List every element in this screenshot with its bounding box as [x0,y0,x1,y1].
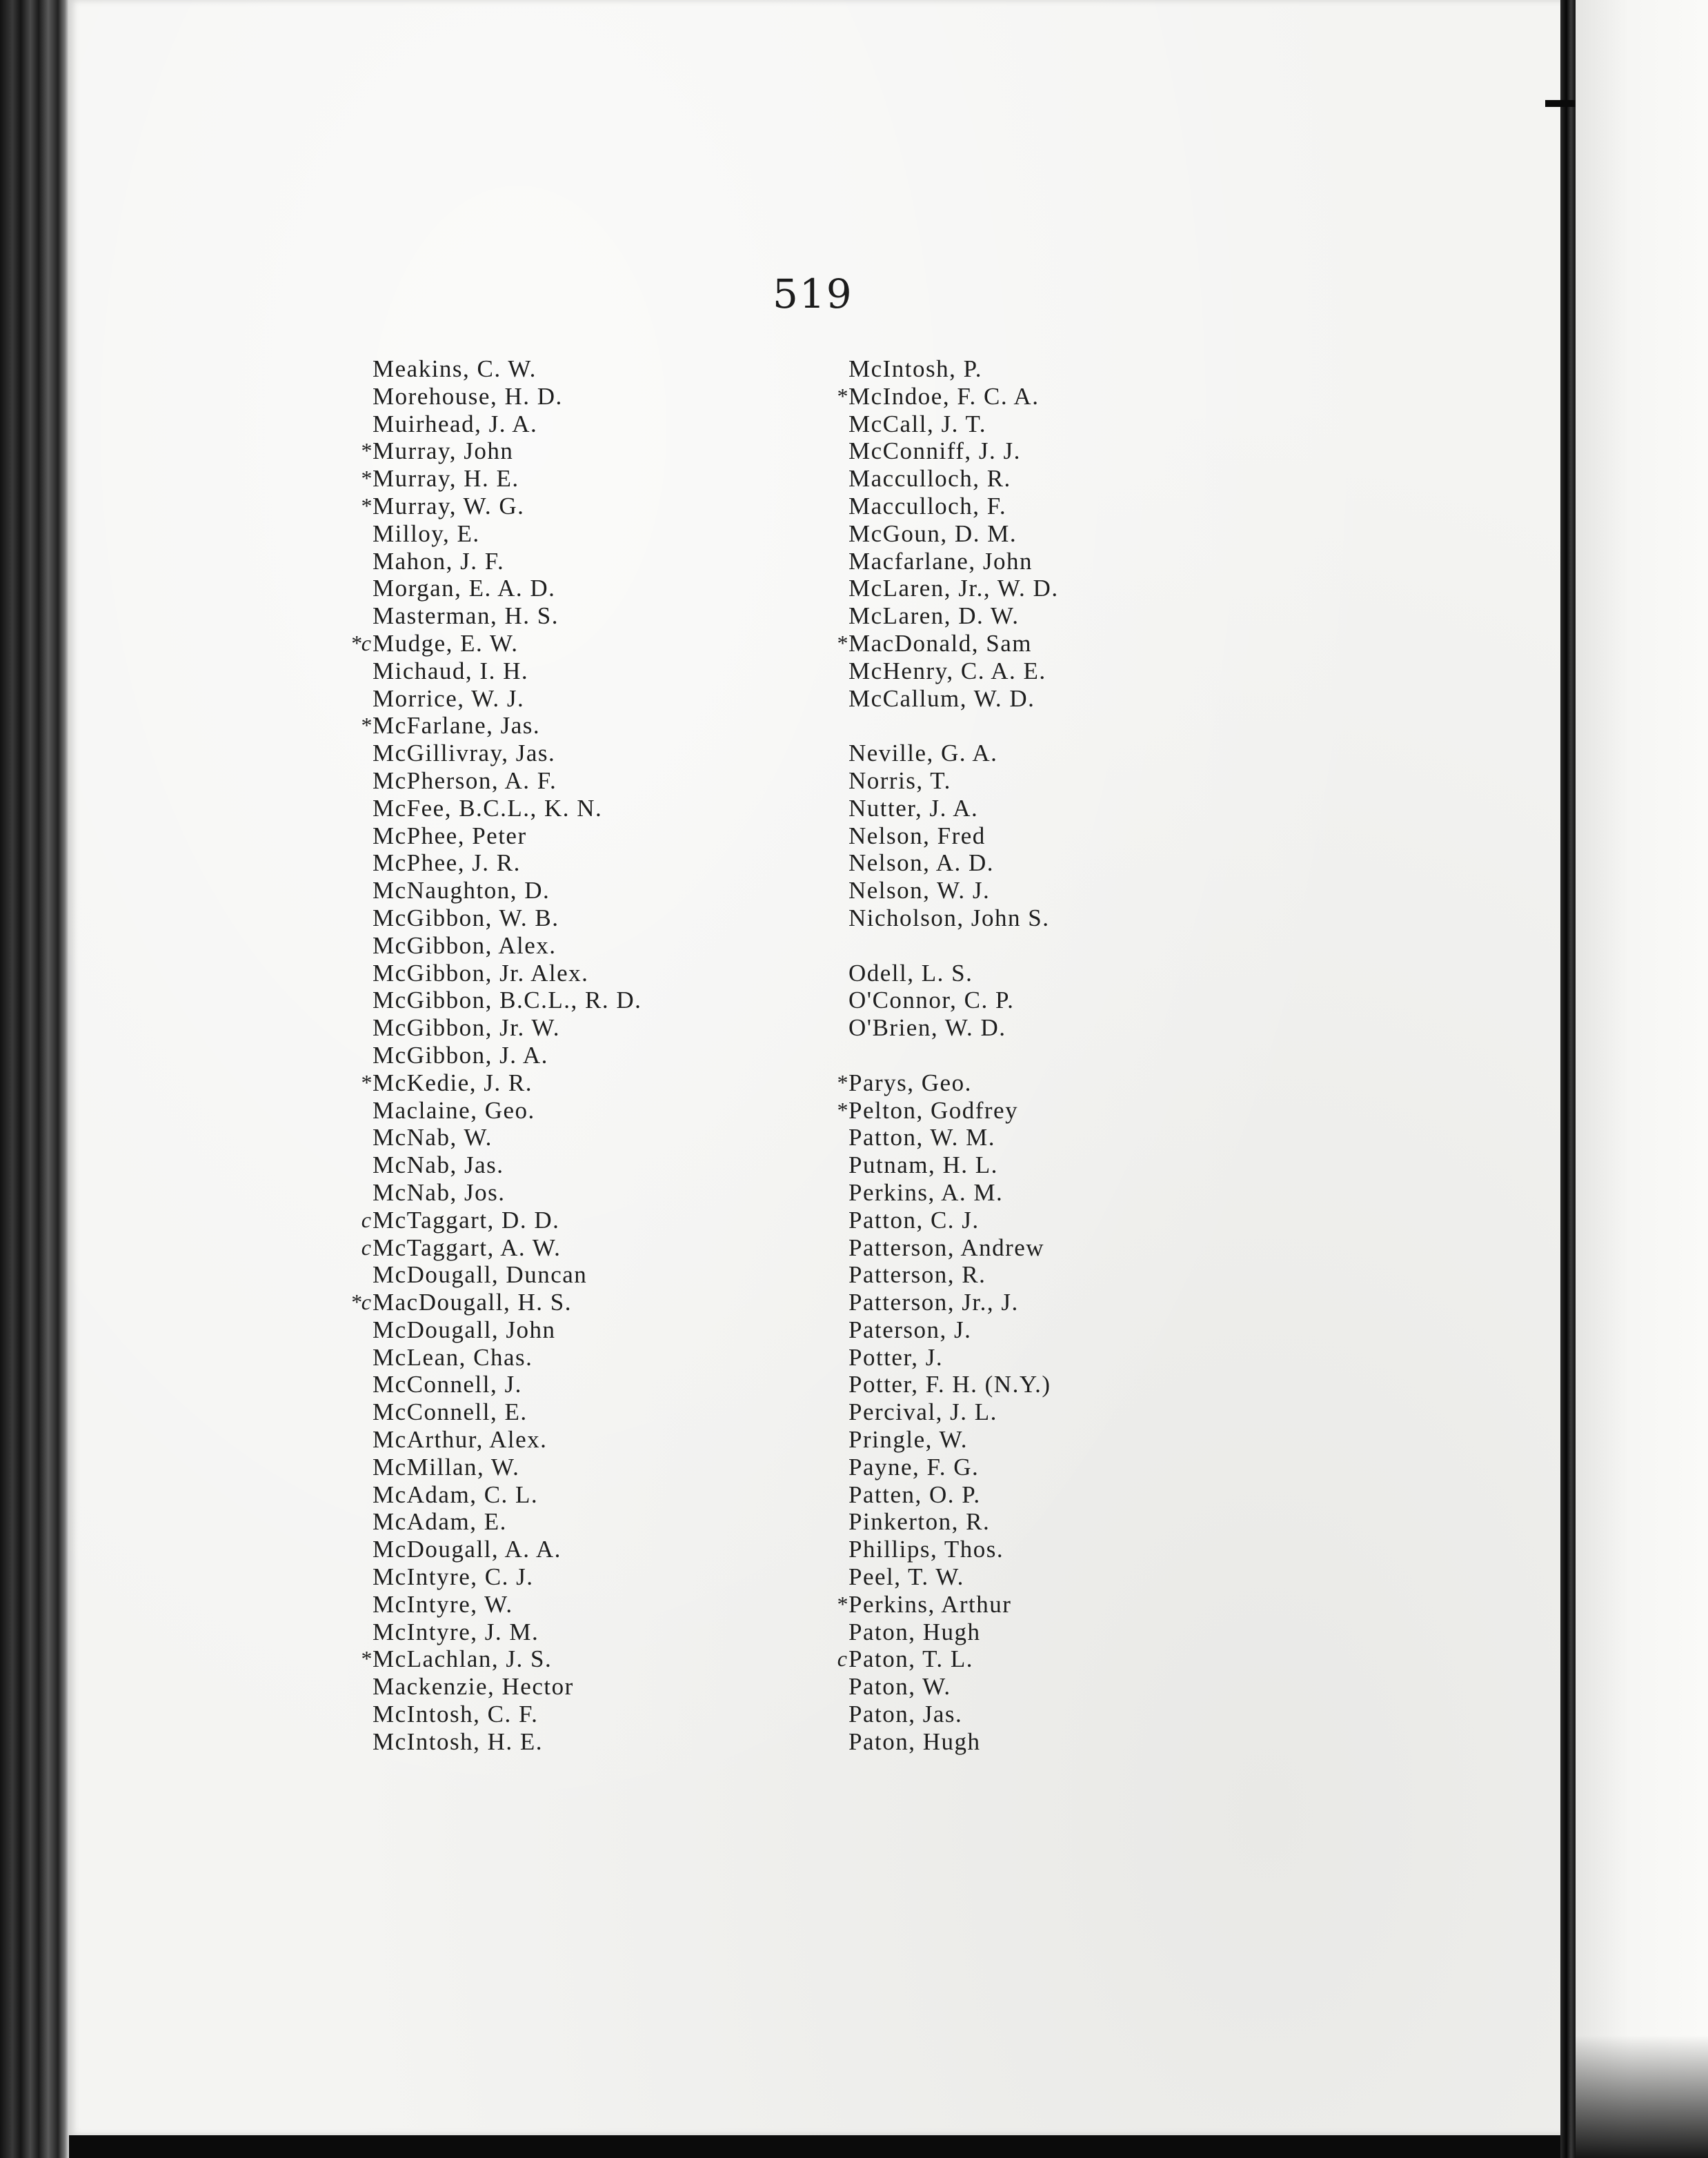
member-name: Paton, Jas. [848,1701,963,1728]
member-name: McGibbon, B.C.L., R. D. [373,987,642,1014]
member-name: McNab, Jas. [373,1151,504,1179]
member-name: Nelson, W. J. [848,877,991,904]
member-entry [821,767,1180,795]
member-name: Phillips, Thos. [848,1536,1004,1563]
member-entry [345,520,786,548]
member-name: McIntyre, J. M. [373,1618,539,1645]
member-name: McMillan, W. [373,1453,520,1481]
member-entry [821,1151,1180,1179]
member-entry [345,1234,786,1262]
left-binding-edge [0,0,69,2158]
book-spine [1560,0,1576,2158]
member-entry [821,1371,1180,1398]
member-name: Mackenzie, Hector [373,1673,574,1701]
bottom-edge [69,2135,1560,2158]
member-name: Patton, C. J. [848,1206,980,1234]
member-entry [345,1508,786,1536]
right-name-column [821,355,1180,1756]
member-name: McGibbon, Jr. Alex. [373,959,589,987]
member-name: MacDonald, Sam [848,629,1032,657]
member-name: McNab, W. [373,1124,493,1151]
entry-mark: * [360,1646,371,1672]
member-entry [821,410,1180,438]
member-entry [345,712,786,740]
member-entry [345,575,786,602]
member-name: McAdam, E. [373,1508,507,1536]
member-entry [821,1536,1180,1563]
member-name: Murray, W. G. [373,492,525,519]
member-name: McLachlan, J. S. [373,1645,553,1673]
entry-mark: * [836,383,847,408]
member-entry [345,630,786,657]
entry-mark: * [836,1069,847,1095]
member-name: Masterman, H. S. [373,602,559,630]
member-entry [345,1563,786,1591]
member-name: McNaughton, D. [373,877,550,904]
member-name: McGillivray, Jas. [373,740,556,767]
member-entry [345,795,786,822]
member-name: Patterson, Jr., J. [848,1289,1019,1316]
member-entry [345,877,786,904]
member-entry [345,1124,786,1151]
member-name: Maclaine, Geo. [373,1096,535,1124]
member-entry [345,1398,786,1426]
member-entry [821,1728,1180,1756]
member-name: Macfarlane, John [848,547,1033,575]
member-name: Paton, W. [848,1673,951,1701]
member-entry [345,1344,786,1372]
member-name: McPhee, J. R. [373,849,521,877]
member-name: McTaggart, D. D. [373,1206,560,1234]
member-name: Perkins, A. M. [848,1178,1004,1206]
entry-mark: c [361,1207,371,1232]
member-name: McCallum, W. D. [848,684,1035,712]
member-entry [821,465,1180,493]
member-entry [345,1371,786,1398]
member-name: Parys, Geo. [848,1069,972,1096]
member-entry [821,1014,1180,1042]
entry-mark: * [360,438,371,464]
member-name: McLean, Chas. [373,1343,533,1371]
member-entry [821,1179,1180,1207]
member-name: Muirhead, J. A. [373,410,538,437]
member-entry [345,1454,786,1481]
member-entry [821,685,1180,713]
member-name: McGibbon, Alex. [373,931,557,959]
member-entry [821,1124,1180,1151]
member-entry [821,520,1180,548]
member-name: Nutter, J. A. [848,794,979,822]
member-name: McIndoe, F. C. A. [848,382,1040,410]
member-name: Payne, F. G. [848,1453,980,1481]
member-name: McIntyre, C. J. [373,1563,534,1591]
member-entry [345,1289,786,1316]
member-name: McConnell, J. [373,1371,522,1398]
member-entry [821,1426,1180,1454]
member-entry [821,1673,1180,1701]
list-gap [821,932,1180,960]
member-name: Patterson, Andrew [848,1234,1045,1261]
member-entry [821,1454,1180,1481]
member-name: McLaren, Jr., W. D. [848,575,1059,602]
list-gap [821,1042,1180,1069]
facing-page-edge [1576,0,1708,2158]
member-entry [345,1701,786,1728]
member-name: MacDougall, H. S. [373,1289,572,1316]
member-name: McCall, J. T. [848,410,987,437]
entry-mark: * [360,713,371,738]
member-name: McIntosh, H. E. [373,1728,544,1755]
member-entry [345,767,786,795]
entry-mark: c [361,1234,371,1260]
member-name: McHenry, C. A. E. [848,657,1046,684]
member-name: Percival, J. L. [848,1398,997,1426]
member-name: Pringle, W. [848,1426,969,1454]
entry-mark: * [360,1069,371,1095]
member-entry [345,822,786,850]
member-name: McIntosh, P. [848,355,982,382]
member-entry [821,822,1180,850]
member-entry [821,1645,1180,1673]
member-name: McDougall, A. A. [373,1536,562,1563]
member-entry [821,1261,1180,1289]
member-name: Michaud, I. H. [373,657,529,684]
entry-mark: * [836,1591,847,1616]
member-entry [345,437,786,465]
member-name: McAdam, C. L. [373,1481,539,1508]
member-entry [821,877,1180,904]
member-name: Morehouse, H. D. [373,382,563,410]
member-name: Peel, T. W. [848,1563,964,1591]
member-name: McIntyre, W. [373,1590,513,1618]
member-entry [345,1426,786,1454]
member-entry [821,960,1180,987]
member-name: O'Brien, W. D. [848,1014,1006,1042]
member-entry [821,1316,1180,1344]
member-entry [345,1645,786,1673]
member-entry [821,987,1180,1014]
member-name: McFee, B.C.L., K. N. [373,794,603,822]
member-name: O'Connor, C. P. [848,987,1015,1014]
entry-mark: * [360,493,371,518]
entry-mark: *c [350,1289,371,1315]
member-name: McTaggart, A. W. [373,1234,562,1261]
spine-mark [1545,100,1580,107]
member-entry [821,630,1180,657]
member-entry [345,493,786,520]
member-name: Potter, F. H. (N.Y.) [848,1371,1051,1398]
member-entry [821,1097,1180,1125]
member-entry [345,1591,786,1618]
member-entry [345,1207,786,1234]
member-name: McNab, Jos. [373,1178,506,1206]
member-name: Pinkerton, R. [848,1508,991,1536]
page-number: 519 [773,270,853,317]
member-entry [821,1591,1180,1618]
member-name: McArthur, Alex. [373,1426,548,1454]
member-entry [821,575,1180,602]
member-name: Pelton, Godfrey [848,1096,1019,1124]
member-entry [821,849,1180,877]
entry-mark: *c [350,630,371,655]
member-name: Nicholson, John S. [848,904,1050,931]
member-entry [345,1673,786,1701]
left-name-column [345,355,786,1756]
member-name: McLaren, D. W. [848,602,1020,630]
member-entry [345,1069,786,1097]
member-entry [345,1179,786,1207]
member-entry [345,383,786,410]
member-name: Odell, L. S. [848,959,973,987]
member-entry [345,465,786,493]
member-name: McIntosh, C. F. [373,1701,539,1728]
member-name: Milloy, E. [373,519,480,547]
member-entry [821,904,1180,932]
member-entry [821,493,1180,520]
member-entry [821,1398,1180,1426]
member-name: McGibbon, J. A. [373,1041,548,1069]
member-entry [345,1316,786,1344]
member-name: McGibbon, Jr. W. [373,1014,560,1042]
member-entry [821,657,1180,685]
member-name: Norris, T. [848,766,951,794]
member-name: McKedie, J. R. [373,1069,533,1096]
member-name: Neville, G. A. [848,740,998,767]
member-entry [345,960,786,987]
facing-page-shadow [1576,2035,1708,2158]
member-entry [345,1151,786,1179]
member-name: McConnell, E. [373,1398,528,1426]
member-entry [345,1536,786,1563]
member-entry [821,1701,1180,1728]
member-name: Patten, O. P. [848,1481,981,1508]
member-entry [821,795,1180,822]
member-entry [345,410,786,438]
member-name: Meakins, C. W. [373,355,537,382]
member-name: Murray, John [373,437,514,465]
member-entry [345,987,786,1014]
member-name: Paton, Hugh [848,1728,981,1755]
member-entry [345,602,786,630]
member-entry [345,1014,786,1042]
book-page [69,0,1567,2135]
member-name: Macculloch, F. [848,492,1007,519]
member-entry [821,1481,1180,1509]
member-entry [821,355,1180,383]
member-name: Patton, W. M. [848,1124,996,1151]
member-name: Morrice, W. J. [373,684,525,712]
member-entry [821,383,1180,410]
member-entry [821,1289,1180,1316]
member-name: McGoun, D. M. [848,519,1017,547]
entry-mark: * [360,466,371,491]
member-entry [345,1728,786,1756]
member-name: Murray, H. E. [373,465,519,493]
member-name: Morgan, E. A. D. [373,575,556,602]
member-entry [821,1618,1180,1646]
member-entry [345,548,786,575]
member-entry [345,1261,786,1289]
member-name: Nelson, A. D. [848,849,995,877]
entry-mark: * [836,630,847,655]
member-entry [821,1069,1180,1097]
member-name: McPherson, A. F. [373,766,557,794]
member-name: Perkins, Arthur [848,1590,1012,1618]
member-name: McDougall, Duncan [373,1261,588,1289]
member-name: Mudge, E. W. [373,629,519,657]
member-name: Potter, J. [848,1343,944,1371]
member-entry [345,657,786,685]
member-entry [821,1508,1180,1536]
member-entry [345,1042,786,1069]
member-entry [345,1481,786,1509]
member-name: McFarlane, Jas. [373,712,541,740]
member-entry [821,1207,1180,1234]
member-entry [821,1563,1180,1591]
member-entry [345,932,786,960]
member-entry [345,355,786,383]
member-entry [345,685,786,713]
member-name: Paterson, J. [848,1316,972,1343]
member-name: Macculloch, R. [848,465,1011,493]
member-entry [821,1344,1180,1372]
member-entry [345,1097,786,1125]
member-name: McGibbon, W. B. [373,904,559,931]
member-name: McDougall, John [373,1316,556,1343]
member-entry [345,849,786,877]
member-entry [821,602,1180,630]
member-entry [821,437,1180,465]
member-entry [821,1234,1180,1262]
member-entry [821,548,1180,575]
member-entry [345,904,786,932]
member-name: Nelson, Fred [848,822,986,849]
member-name: Paton, T. L. [848,1645,974,1673]
member-entry [345,740,786,767]
member-name: Paton, Hugh [848,1618,981,1645]
member-name: McConniff, J. J. [848,437,1021,465]
list-gap [821,712,1180,740]
entry-mark: c [837,1646,847,1672]
member-name: Putnam, H. L. [848,1151,998,1179]
member-name: McPhee, Peter [373,822,527,849]
member-name: Mahon, J. F. [373,547,505,575]
member-name: Patterson, R. [848,1261,986,1289]
member-entry [345,1618,786,1646]
entry-mark: * [836,1097,847,1122]
member-entry [821,740,1180,767]
